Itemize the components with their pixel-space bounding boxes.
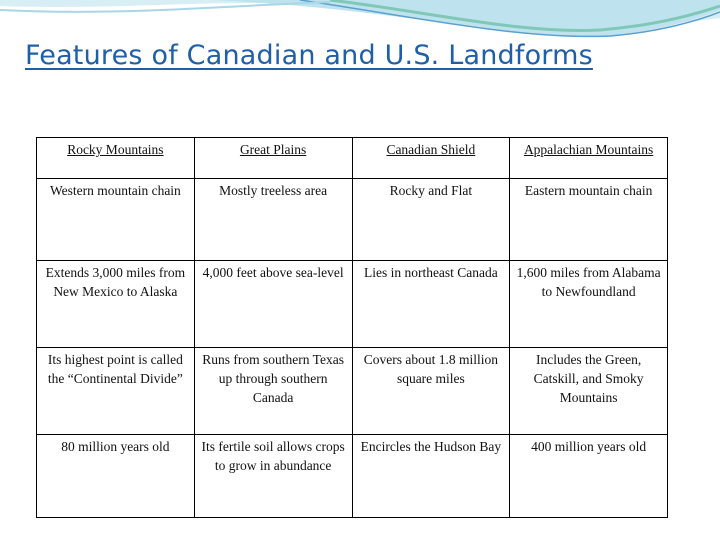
table-cell: Covers about 1.8 million square miles — [352, 348, 510, 435]
slide-title: Features of Canadian and U.S. Landforms — [25, 40, 593, 71]
table-cell: Lies in northeast Canada — [352, 261, 510, 348]
table-cell: 80 million years old — [37, 435, 195, 518]
table-cell: Encircles the Hudson Bay — [352, 435, 510, 518]
table-cell: Rocky and Flat — [352, 179, 510, 261]
table-cell: Its fertile soil allows crops to grow in abundance — [194, 435, 352, 518]
table-cell: 400 million years old — [510, 435, 668, 518]
landforms-table — [36, 137, 668, 518]
table-cell: Runs from southern Texas up through southern Canada — [194, 348, 352, 435]
header-canadian-shield: Canadian Shield — [352, 138, 510, 179]
header-row — [37, 138, 668, 179]
table-row — [37, 348, 668, 435]
header-rocky-mountains: Rocky Mountains — [37, 138, 195, 179]
table-row — [37, 261, 668, 348]
header-great-plains: Great Plains — [194, 138, 352, 179]
table-row — [37, 435, 668, 518]
table-cell: Includes the Green, Catskill, and Smoky Mountains — [510, 348, 668, 435]
header-appalachian-mountains: Appalachian Mountains — [510, 138, 668, 179]
table-cell: Its highest point is called the “Continental Divide” — [37, 348, 195, 435]
table-cell: Extends 3,000 miles from New Mexico to Alaska — [37, 261, 195, 348]
table-cell: Western mountain chain — [37, 179, 195, 261]
table-row — [37, 179, 668, 261]
table-cell: Eastern mountain chain — [510, 179, 668, 261]
table-cell: 4,000 feet above sea-level — [194, 261, 352, 348]
table-cell: Mostly treeless area — [194, 179, 352, 261]
table-cell: 1,600 miles from Alabama to Newfoundland — [510, 261, 668, 348]
